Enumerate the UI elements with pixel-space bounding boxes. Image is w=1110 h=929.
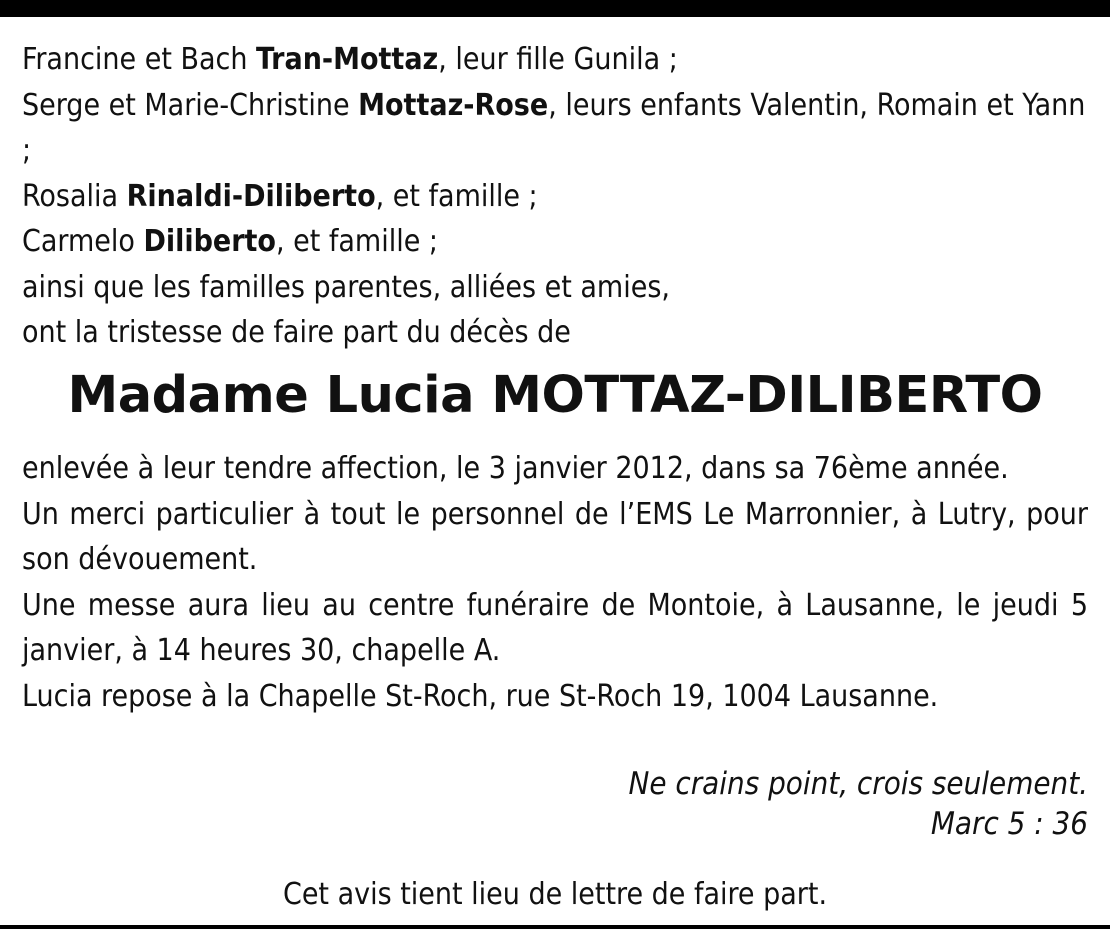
details-paragraph: Lucia repose à la Chapelle St-Roch, rue St-Roch 19, 1004 Lausanne.: [22, 678, 939, 714]
top-border-rule: [0, 0, 1110, 17]
bottom-border-rule: [0, 925, 1110, 929]
family-surname: Mottaz-Rose: [358, 87, 549, 123]
family-text: Rosalia: [22, 178, 127, 214]
intro-line: ont la tristesse de faire part du décès de: [22, 315, 571, 350]
family-surname: Diliberto: [143, 224, 276, 259]
family-text: , leurs enfants Valentin, Romain et Yann ;: [22, 87, 1086, 168]
family-text: Francine et Bach: [22, 42, 257, 77]
details-paragraph: Une messe aura lieu au centre funéraire de Montoie, à Lausanne, le jeudi 5 janvier, à 14 heures 30, chapelle A.: [22, 587, 1088, 668]
details-paragraph: Un merci particulier à tout le personnel de l’EMS Le Marronnier, à Lutry, pour son dévouement.: [22, 496, 1088, 577]
family-surname: Tran-Mottaz: [256, 42, 439, 77]
deceased-name: Madame Lucia MOTTAZ-DILIBERTO: [67, 366, 1043, 425]
family-line: [22, 83, 1088, 174]
bible-verse: [629, 764, 1089, 844]
details-section: [22, 446, 1088, 719]
family-text: Serge et Marie-Christine: [22, 87, 359, 123]
verse-reference: Marc 5 : 36: [930, 806, 1088, 842]
closing-notice: Cet avis tient lieu de lettre de faire part.: [282, 877, 828, 912]
details-paragraph: enlevée à leur tendre affection, le 3 janvier 2012, dans sa 76ème année.: [22, 451, 1009, 486]
family-text: Carmelo: [22, 224, 144, 259]
family-list: [22, 37, 1088, 356]
intro-line: ainsi que les familles parentes, alliées et amies,: [22, 269, 670, 305]
family-text: , et famille ;: [375, 178, 538, 214]
family-text: , et famille ;: [275, 224, 438, 259]
family-text: , leur fille Gunila ;: [438, 42, 678, 77]
family-line: [22, 37, 1088, 83]
family-line: [22, 174, 1088, 220]
family-line: [22, 219, 1088, 265]
verse-text: Ne crains point, crois seulement.: [628, 766, 1088, 802]
family-surname: Rinaldi-Diliberto: [126, 178, 376, 214]
